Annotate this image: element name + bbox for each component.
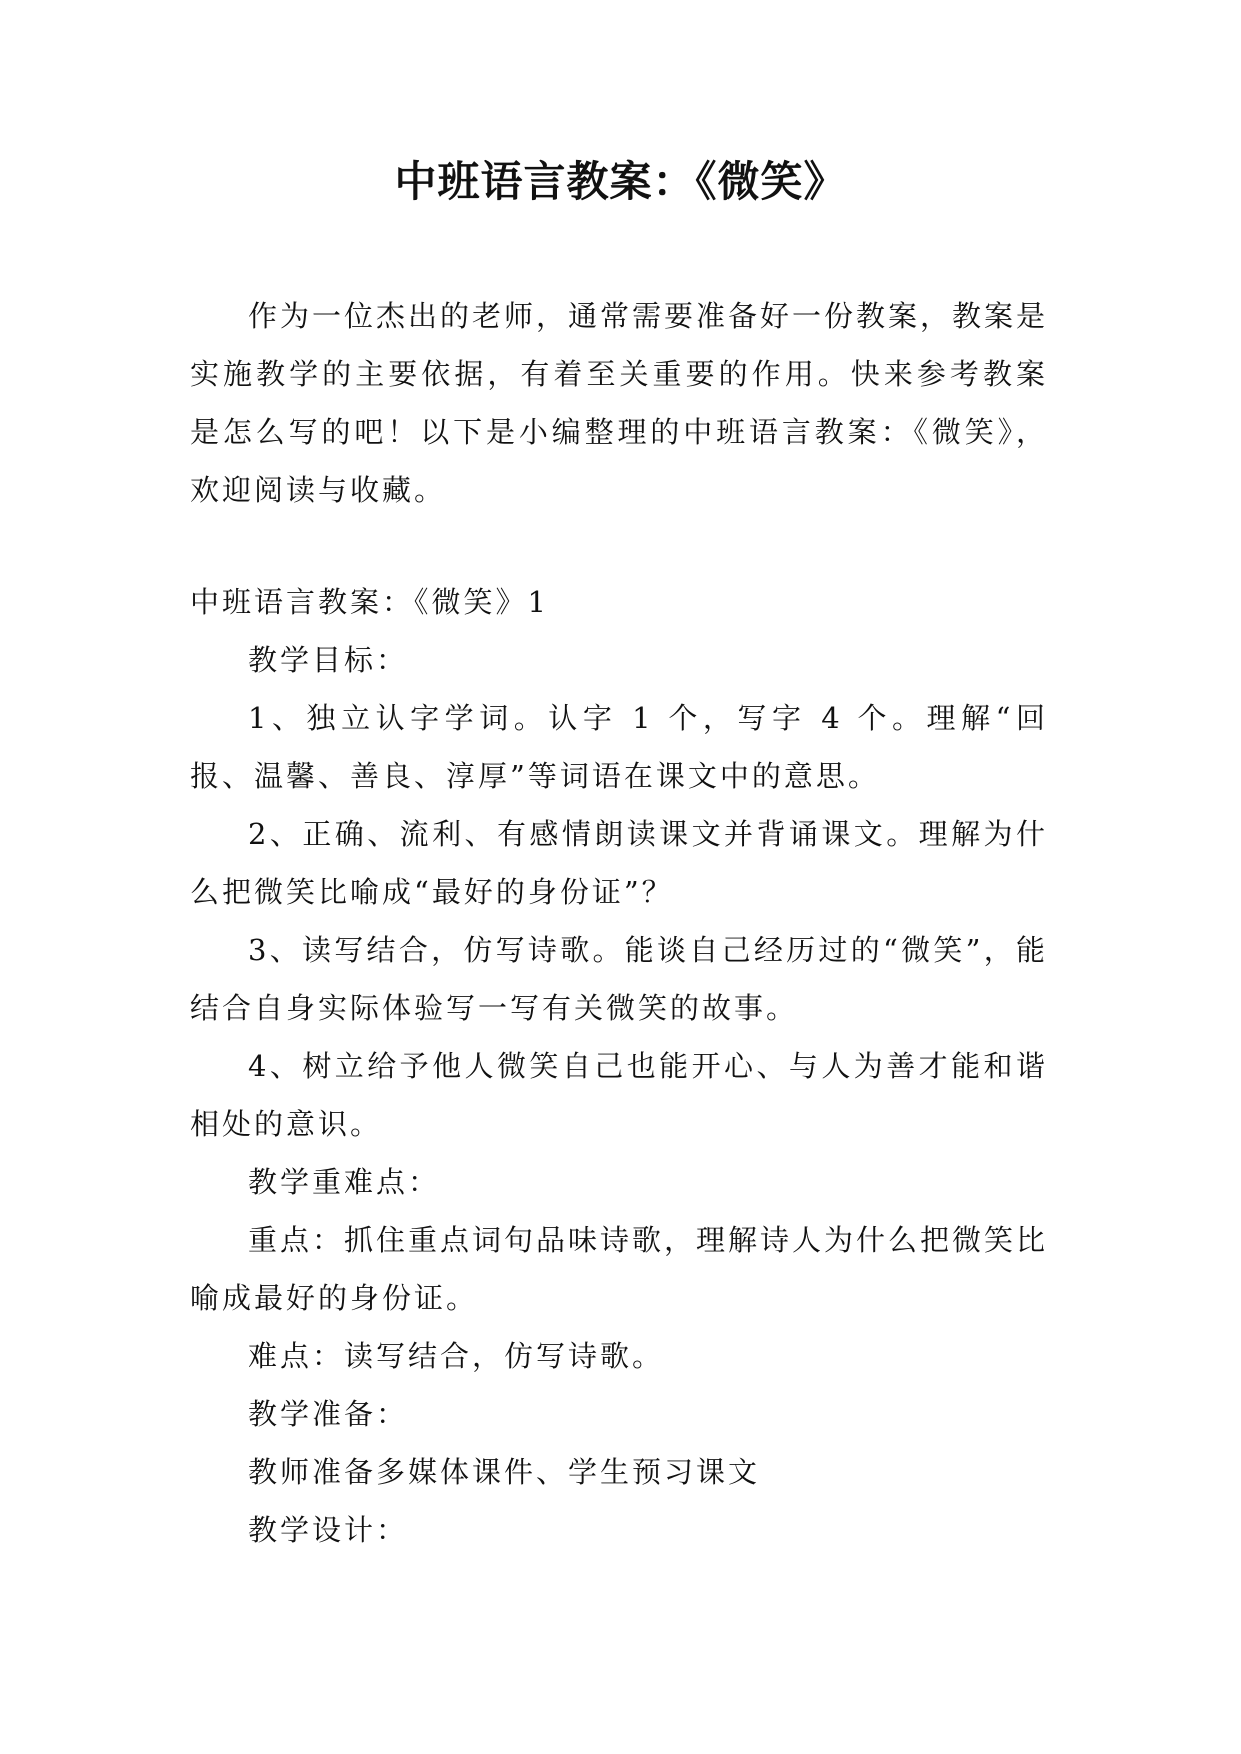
paragraph-design-label: 教学设计：: [248, 1513, 409, 1547]
intro-paragraph: 作为一位杰出的老师，通常需要准备好一份教案，教案是实施教学的主要依据，有着至关重要的作用。快来参考教案是怎么写的吧！以下是小编整理的中班语言教案：《微笑》，欢迎阅读与收藏。: [190, 299, 1049, 507]
paragraph-goal-1: 1、独立认字学词。认字 1 个，写字 4 个。理解“回报、温馨、善良、淳厚”等词语在课文中的意思。: [190, 701, 1048, 793]
lesson-section: [190, 573, 1048, 1559]
paragraph-preparation-label: 教学准备：: [248, 1397, 409, 1431]
paragraph-difficulty: 难点：读写结合，仿写诗歌。: [248, 1339, 665, 1373]
paragraph-goal-3: 3、读写结合，仿写诗歌。能谈自己经历过的“微笑”，能结合自身实际体验写一写有关微笑的故事。: [190, 933, 1048, 1025]
paragraph-teaching-goals-label: 教学目标：: [248, 643, 409, 677]
paragraph-goal-4: 4、树立给予他人微笑自己也能开心、与人为善才能和谐相处的意识。: [190, 1049, 1048, 1141]
paragraph-key-difficulties-label: 教学重难点：: [248, 1165, 441, 1199]
intro-block: [190, 287, 1048, 519]
paragraph-preparation: 教师准备多媒体课件、学生预习课文: [248, 1455, 761, 1489]
paragraph-key-point: 重点：抓住重点词句品味诗歌，理解诗人为什么把微笑比喻成最好的身份证。: [190, 1223, 1049, 1315]
paragraph-goal-2: 2、正确、流利、有感情朗读课文并背诵课文。理解为什么把微笑比喻成“最好的身份证”？: [190, 817, 1048, 909]
document-title: 中班语言教案：《微笑》: [394, 157, 847, 206]
section-heading: 中班语言教案：《微笑》1: [190, 585, 549, 619]
